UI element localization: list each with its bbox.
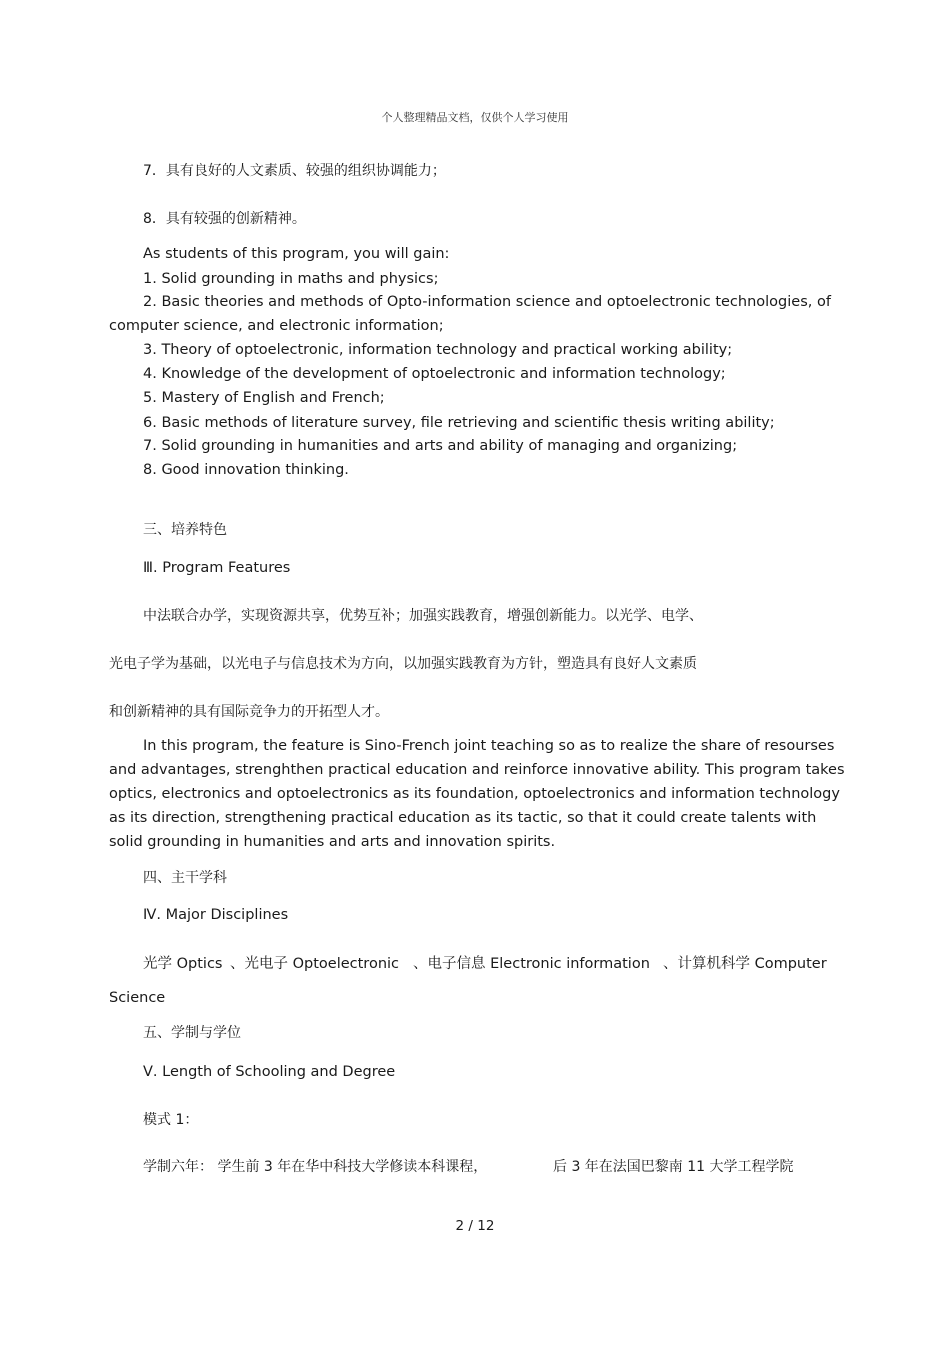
goal-en-item: 1. Solid grounding in maths and physics;	[143, 271, 439, 287]
goals-en-intro: As students of this program, you will gain:	[143, 246, 450, 262]
section4-title-en: Ⅳ. Major Disciplines	[143, 907, 289, 923]
goal-cn-8: 8．具有较强的创新精神。	[143, 211, 306, 227]
section3-body-en-line: In this program, the feature is Sino-French joint teaching so as to realize the share of resourses	[143, 738, 835, 754]
section3-body-en-line: and advantages, strenghthen practical education and reinforce innovative ability. This program takes	[109, 762, 845, 778]
section3-body-cn-line: 光电子学为基础，以光电子与信息技术为方向，以加强实践教育为方针，塑造具有良好人文素质	[109, 656, 697, 672]
section3-body-en-line: as its direction, strengthening practical education as its tactic, so that it could create talents with	[109, 810, 817, 826]
discipline-computer: 、计算机科学 Computer	[663, 956, 827, 972]
section3-title-cn: 三、培养特色	[143, 522, 227, 538]
section3-body-cn-line: 和创新精神的具有国际竞争力的开拓型人才。	[109, 704, 389, 720]
section3-body-en-line: solid grounding in humanities and arts and innovation spirits.	[109, 834, 556, 850]
discipline-optoelectronic: 、光电子 Optoelectronic	[230, 956, 400, 972]
section4-title-cn: 四、主干学科	[143, 870, 227, 886]
section3-body-cn-line: 中法联合办学，实现资源共享，优势互补；加强实践教育，增强创新能力。以光学、电学、	[143, 608, 703, 624]
goal-en-item: 2. Basic theories and methods of Opto-information science and optoelectronic technologies, of	[143, 294, 831, 310]
goal-en-item: 4. Knowledge of the development of optoelectronic and information technology;	[143, 366, 726, 382]
goal-en-item-continued: computer science, and electronic information;	[109, 318, 444, 334]
schooling-text-part2: 后 3 年在法国巴黎南 11 大学工程学院	[553, 1159, 794, 1175]
discipline-electronic-information: 、电子信息 Electronic information	[413, 956, 650, 972]
section3-title-en: Ⅲ. Program Features	[143, 560, 291, 576]
discipline-optics: 光学 Optics	[143, 956, 223, 972]
section5-title-en: Ⅴ. Length of Schooling and Degree	[143, 1064, 396, 1080]
section5-title-cn: 五、学制与学位	[143, 1025, 241, 1041]
page-header: 个人整理精品文档，仅供个人学习使用	[381, 111, 569, 124]
schooling-text-part1: 学制六年： 学生前 3 年在华中科技大学修读本科课程，	[143, 1159, 488, 1175]
discipline-science: Science	[109, 990, 166, 1006]
goal-en-item: 6. Basic methods of literature survey, file retrieving and scientific thesis writing ability;	[143, 415, 775, 431]
goal-en-item: 8. Good innovation thinking.	[143, 462, 349, 478]
goal-en-item: 5. Mastery of English and French;	[143, 390, 385, 406]
goal-en-item: 7. Solid grounding in humanities and arts and ability of managing and organizing;	[143, 438, 738, 454]
goal-en-item: 3. Theory of optoelectronic, information technology and practical working ability;	[143, 342, 733, 358]
page-number: 2 / 12	[455, 1218, 495, 1234]
schooling-mode: 模式 1：	[143, 1112, 199, 1128]
section3-body-en-line: optics, electronics and optoelectronics as its foundation, optoelectronics and information technology	[109, 786, 840, 802]
goal-cn-7: 7．具有良好的人文素质、较强的组织协调能力；	[143, 163, 446, 179]
